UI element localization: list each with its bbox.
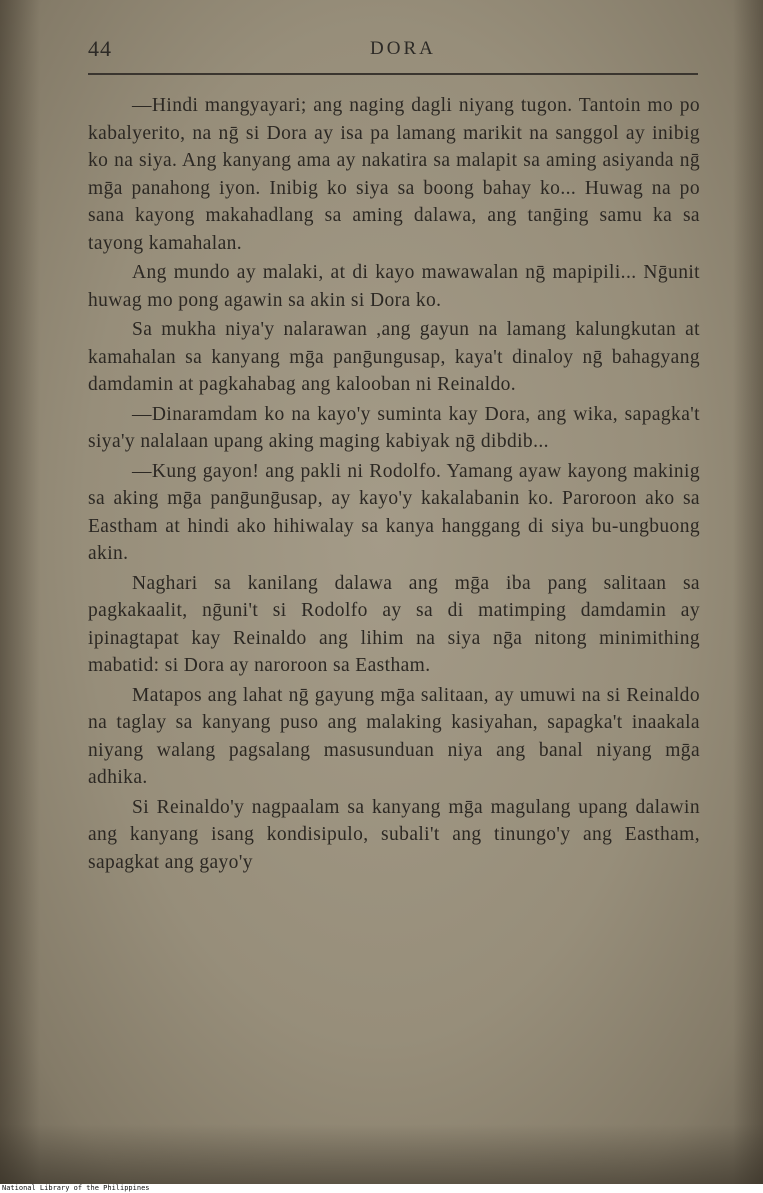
- scan-credit: National Library of the Philippines: [0, 1184, 763, 1193]
- page-edge-shadow-left: [0, 0, 40, 1184]
- paragraph: Si Reinaldo'y nagpaalam sa kanyang mḡa magulang upang dalawin ang kanyang isang kondisipulo, subali't ang tinungo'y ang Eastham, sapagkat ang gayo'y: [88, 796, 700, 873]
- paragraph: —Kung gayon! ang pakli ni Rodolfo. Yamang ayaw kayong makinig sa aking mḡa panḡunḡusap, ay kayo'y kakalabanin ko. Paroroon ako sa Eastham at hindi ako hihiwalay sa kanya hanggang di siya bu-ungbuong akin.: [88, 460, 700, 564]
- page-edge-shadow-bottom: [0, 1124, 763, 1184]
- paragraph: Matapos ang lahat nḡ gayung mḡa salitaan, ay umuwi na si Reinaldo na taglay sa kanyang puso ang malaking kasiyahan, sapagka't inaakala niyang walang pagsalang masusunduan niya ang banal niyang mḡa adhika.: [88, 684, 700, 788]
- paragraph: —Dinaramdam ko na kayo'y suminta kay Dora, ang wika, sapagka't siya'y nalalaan upang aking maging kabiyak nḡ dibdib...: [88, 403, 700, 452]
- page-header: [88, 36, 698, 70]
- body-text: [88, 92, 700, 876]
- paragraph: —Hindi mangyayari; ang naging dagli niyang tugon. Tantoin mo po kabalyerito, na nḡ si Dora ay isa pa lamang marikit na sanggol ay inibig ko na siya. Ang kanyang ama ay nakatira sa malapit sa aming asiyanda nḡ mḡa panahong iyon. Inibig ko siya sa boong bahay ko... Huwag na po sana kayong makahadlang sa aming dalawa, ang tanḡing samu ka sa tayong kamahalan.: [88, 95, 700, 254]
- paragraph: Ang mundo ay malaki, at di kayo mawawalan nḡ mapipili... Nḡunit huwag mo pong agawin sa akin si Dora ko.: [88, 262, 700, 311]
- page-edge-shadow-right: [733, 0, 763, 1184]
- running-head: DORA: [370, 38, 436, 59]
- paragraph: Sa mukha niya'y nalarawan ,ang gayun na lamang kalungkutan at kamahalan sa kanyang mḡa panḡungusap, kaya't dinaloy nḡ bahagyang damdamin at pagkahabag ang kalooban ni Reinaldo.: [88, 319, 700, 395]
- header-rule: [88, 73, 698, 75]
- page-number: 44: [88, 36, 112, 61]
- paragraph: Naghari sa kanilang dalawa ang mḡa iba pang salitaan sa pagkakaalit, nḡuni't si Rodolfo ay sa di matimping damdamin ay ipinagtapat kay Reinaldo ang lihim na siya nḡa nitong minimithing mabatid: si Dora ay naroroon sa Eastham.: [88, 572, 700, 676]
